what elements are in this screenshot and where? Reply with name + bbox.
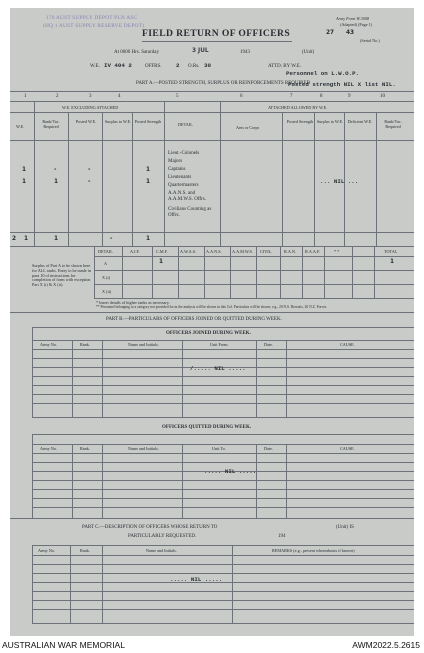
subhdr-posted-strength: Posted Strength: [134, 119, 162, 124]
typed-line-2: Posted strength NIL X list NIL.: [288, 81, 396, 88]
row2-surplus: -: [88, 179, 91, 185]
detail-hdr-total: TOTAL: [384, 249, 398, 254]
detail-hdr-other: * *: [334, 249, 340, 254]
partc-col-remarks: REMARKS (e.g., present whereabouts if known): [272, 548, 355, 553]
ors-label: O.Rs.: [188, 64, 200, 69]
subhdr-surplus: Surplus to W.E.: [104, 119, 132, 124]
detail-row-x2: X (ii): [102, 289, 112, 294]
detail-row-a: A: [104, 261, 108, 266]
part-c-date-suffix: 194: [278, 534, 286, 539]
col-num-9: 9: [348, 94, 351, 99]
subhdr-arm-corps: Arm or Corps: [236, 125, 260, 130]
unit-stamp-line-2: (HQ 1 AUST SUPPLY RESERVE DEPOT): [43, 23, 145, 29]
excluding-header: W.E. EXCLUDING ATTACHED: [62, 105, 119, 110]
footer-accession: AWM2022.5.2615: [352, 640, 420, 650]
detail-hdr-ran: R.A.N.: [284, 249, 296, 254]
rank-civilians: Civilians Counting as Offrs.: [168, 207, 212, 218]
part-a-title: PART A.—POSTED STRENGTH, SURPLUS OR REINFORCEMENTS REQUIRED: [136, 81, 311, 86]
subhdr-att-deficient: Deficient W.E.: [347, 119, 373, 124]
form-title: FIELD RETURN OF OFFICERS: [142, 28, 291, 39]
col-num-8: 8: [320, 94, 323, 99]
quitted-col-date: Date.: [264, 446, 273, 451]
joined-title: OFFICERS JOINED DURING WEEK.: [166, 331, 251, 336]
partc-col-rank: Rank.: [80, 548, 90, 553]
at-time-label: At 0600 Hrs. Saturday: [114, 50, 159, 55]
quitted-col-unit: Unit To.: [212, 446, 226, 451]
attd-label: ATTD. BY W.E.: [268, 64, 302, 69]
col-num-7: 7: [290, 94, 293, 99]
subhdr-posted-we: Posted W.E.: [75, 119, 97, 124]
detail-note: Surplus of Part A to be shown here for ALL ranks. Entry to be made in para 10 of instructions for completion of form with exception Part X (i) & X (ii).: [32, 263, 91, 288]
col-num-3: 3: [89, 94, 92, 99]
offrs-label: OFFRS.: [145, 64, 162, 69]
row1-we: 1: [22, 167, 27, 173]
col-num-6: 6: [240, 94, 243, 99]
return-date: 3 JUL: [192, 48, 209, 54]
joined-col-date: Date.: [264, 342, 273, 347]
subhdr-att-rank-req: Rank/Vac. Required: [384, 119, 402, 129]
attached-header: ATTACHED ALLOWED BY W.E.: [268, 105, 328, 110]
row1-surplus: -: [88, 167, 91, 173]
detail-row-x1: X (i): [102, 275, 111, 280]
part-c-title: PART C.—DESCRIPTION OF OFFICERS WHOSE RETURN TO: [82, 525, 218, 530]
unit-label: (Unit): [302, 50, 315, 55]
row2-we: 1: [22, 179, 27, 185]
joined-col-cause: CAUSE.: [340, 342, 355, 347]
rank-quartermasters: Quartermasters: [168, 183, 199, 188]
footnote-1: * Insert details of higher ranks as necessary.: [96, 300, 170, 305]
detail-hdr-aamws: A.A.M.W.S.: [232, 249, 253, 254]
total-rank: 1: [24, 236, 29, 242]
detail-hdr-raaf: R.A.A.F.: [305, 249, 321, 254]
part-b-title: PART B.—PARTICULARS OF OFFICERS JOINED OR QUITTED DURING WEEK.: [106, 317, 282, 322]
partc-col-army-no: Army No.: [38, 548, 55, 553]
quitted-col-name: Name and Initials.: [128, 446, 159, 451]
row2-strength: 1: [146, 179, 151, 185]
part-a-attached-nil: ... NIL ...: [320, 178, 359, 185]
typed-line-1: Personnel on L.W.O.P.: [286, 70, 360, 77]
we-label: W.E.: [90, 64, 100, 69]
row2-posted: 1: [54, 179, 59, 185]
col-num-2: 2: [56, 94, 59, 99]
col-num-4: 4: [118, 94, 121, 99]
row1-posted: -: [54, 167, 57, 173]
footer-institution: AUSTRALIAN WAR MEMORIAL: [2, 640, 125, 650]
rank-aans: A.A.N.S. and A.A.M.W.S. Offrs.: [168, 191, 206, 202]
part-c-nil: ..... NIL .....: [170, 576, 223, 583]
total-surplus: -: [110, 236, 113, 242]
quitted-col-rank: Rank.: [80, 446, 90, 451]
quitted-nil: ..... NIL .....: [204, 468, 257, 475]
quitted-title: OFFICERS QUITTED DURING WEEK.: [162, 425, 252, 430]
joined-col-rank: Rank.: [80, 342, 90, 347]
detail-a-total-value: 1: [390, 259, 395, 265]
offrs-value: 2: [176, 62, 180, 69]
serial-number: 27: [326, 30, 335, 36]
col-num-10: 10: [380, 94, 385, 99]
joined-col-name: Name and Initials.: [128, 342, 159, 347]
serial-label: (Serial No.): [360, 38, 380, 43]
archive-footer: [0, 638, 424, 653]
year-suffix: 1943: [240, 50, 250, 55]
detail-hdr-detail: DETAIL: [98, 249, 113, 254]
part-c-unit-label: (Unit) IS: [336, 525, 354, 530]
we-value: IV 404 2: [104, 62, 132, 69]
ors-value: 30: [204, 62, 211, 69]
rank-captains: Captains: [168, 167, 186, 172]
col-num-5: 5: [176, 94, 179, 99]
row1-strength: 1: [146, 167, 151, 173]
joined-nil: /..... NIL .....: [190, 365, 246, 372]
subhdr-detail: DETAIL: [178, 122, 193, 127]
quitted-col-army-no: Army No.: [40, 446, 57, 451]
joined-col-unit: Unit From.: [210, 342, 229, 347]
rank-lt-colonels: Lieut.-Colonels: [168, 151, 200, 156]
detail-hdr-awas: A.W.A.S.: [180, 249, 197, 254]
rank-majors: Majors: [168, 159, 183, 164]
detail-hdr-cmf: C.M.F.: [156, 249, 168, 254]
form-ref-line-2: (Adapted) (Page 1): [340, 22, 373, 27]
total-we: 2: [12, 236, 17, 242]
quitted-col-cause: CAUSE.: [340, 446, 355, 451]
partc-col-name: Name and Initials.: [146, 548, 177, 553]
subhdr-rank-req: Rank/Vac. Required: [42, 119, 60, 129]
we-col-label: W.E.: [16, 124, 25, 129]
detail-hdr-aif: A.I.F.: [130, 249, 140, 254]
part-c-line-2: PARTICULARLY REQUESTED.: [128, 534, 197, 539]
col-num-1: 1: [24, 94, 27, 99]
subhdr-att-surplus: Surplus to W.E.: [316, 119, 344, 124]
rank-lieutenants: Lieutenants: [168, 175, 192, 180]
unit-stamp-line-1: 170 AUST SUPPLY DEPOT PLN ASC: [46, 15, 138, 21]
detail-hdr-aans: A.A.N.S.: [206, 249, 222, 254]
form-ref-line-1: Army Form W.3008: [336, 16, 369, 21]
joined-col-army-no: Army No.: [40, 342, 57, 347]
detail-a-aif-value: 1: [159, 259, 164, 265]
subhdr-att-posted: Posted Strength: [286, 119, 314, 124]
detail-hdr-civil: CIVIL.: [260, 249, 273, 254]
footnote-2: ** Personnel belonging to a category not provided for in the analysis will be shown in this Col. Particulars will be shown, e.g., 20 N.S. Recruits, 20 N.Z. Forces.: [96, 305, 328, 309]
serial-year: 43: [346, 30, 355, 36]
total-posted: 1: [54, 236, 59, 242]
form-sheet: [10, 8, 414, 636]
total-strength: 1: [146, 236, 151, 242]
